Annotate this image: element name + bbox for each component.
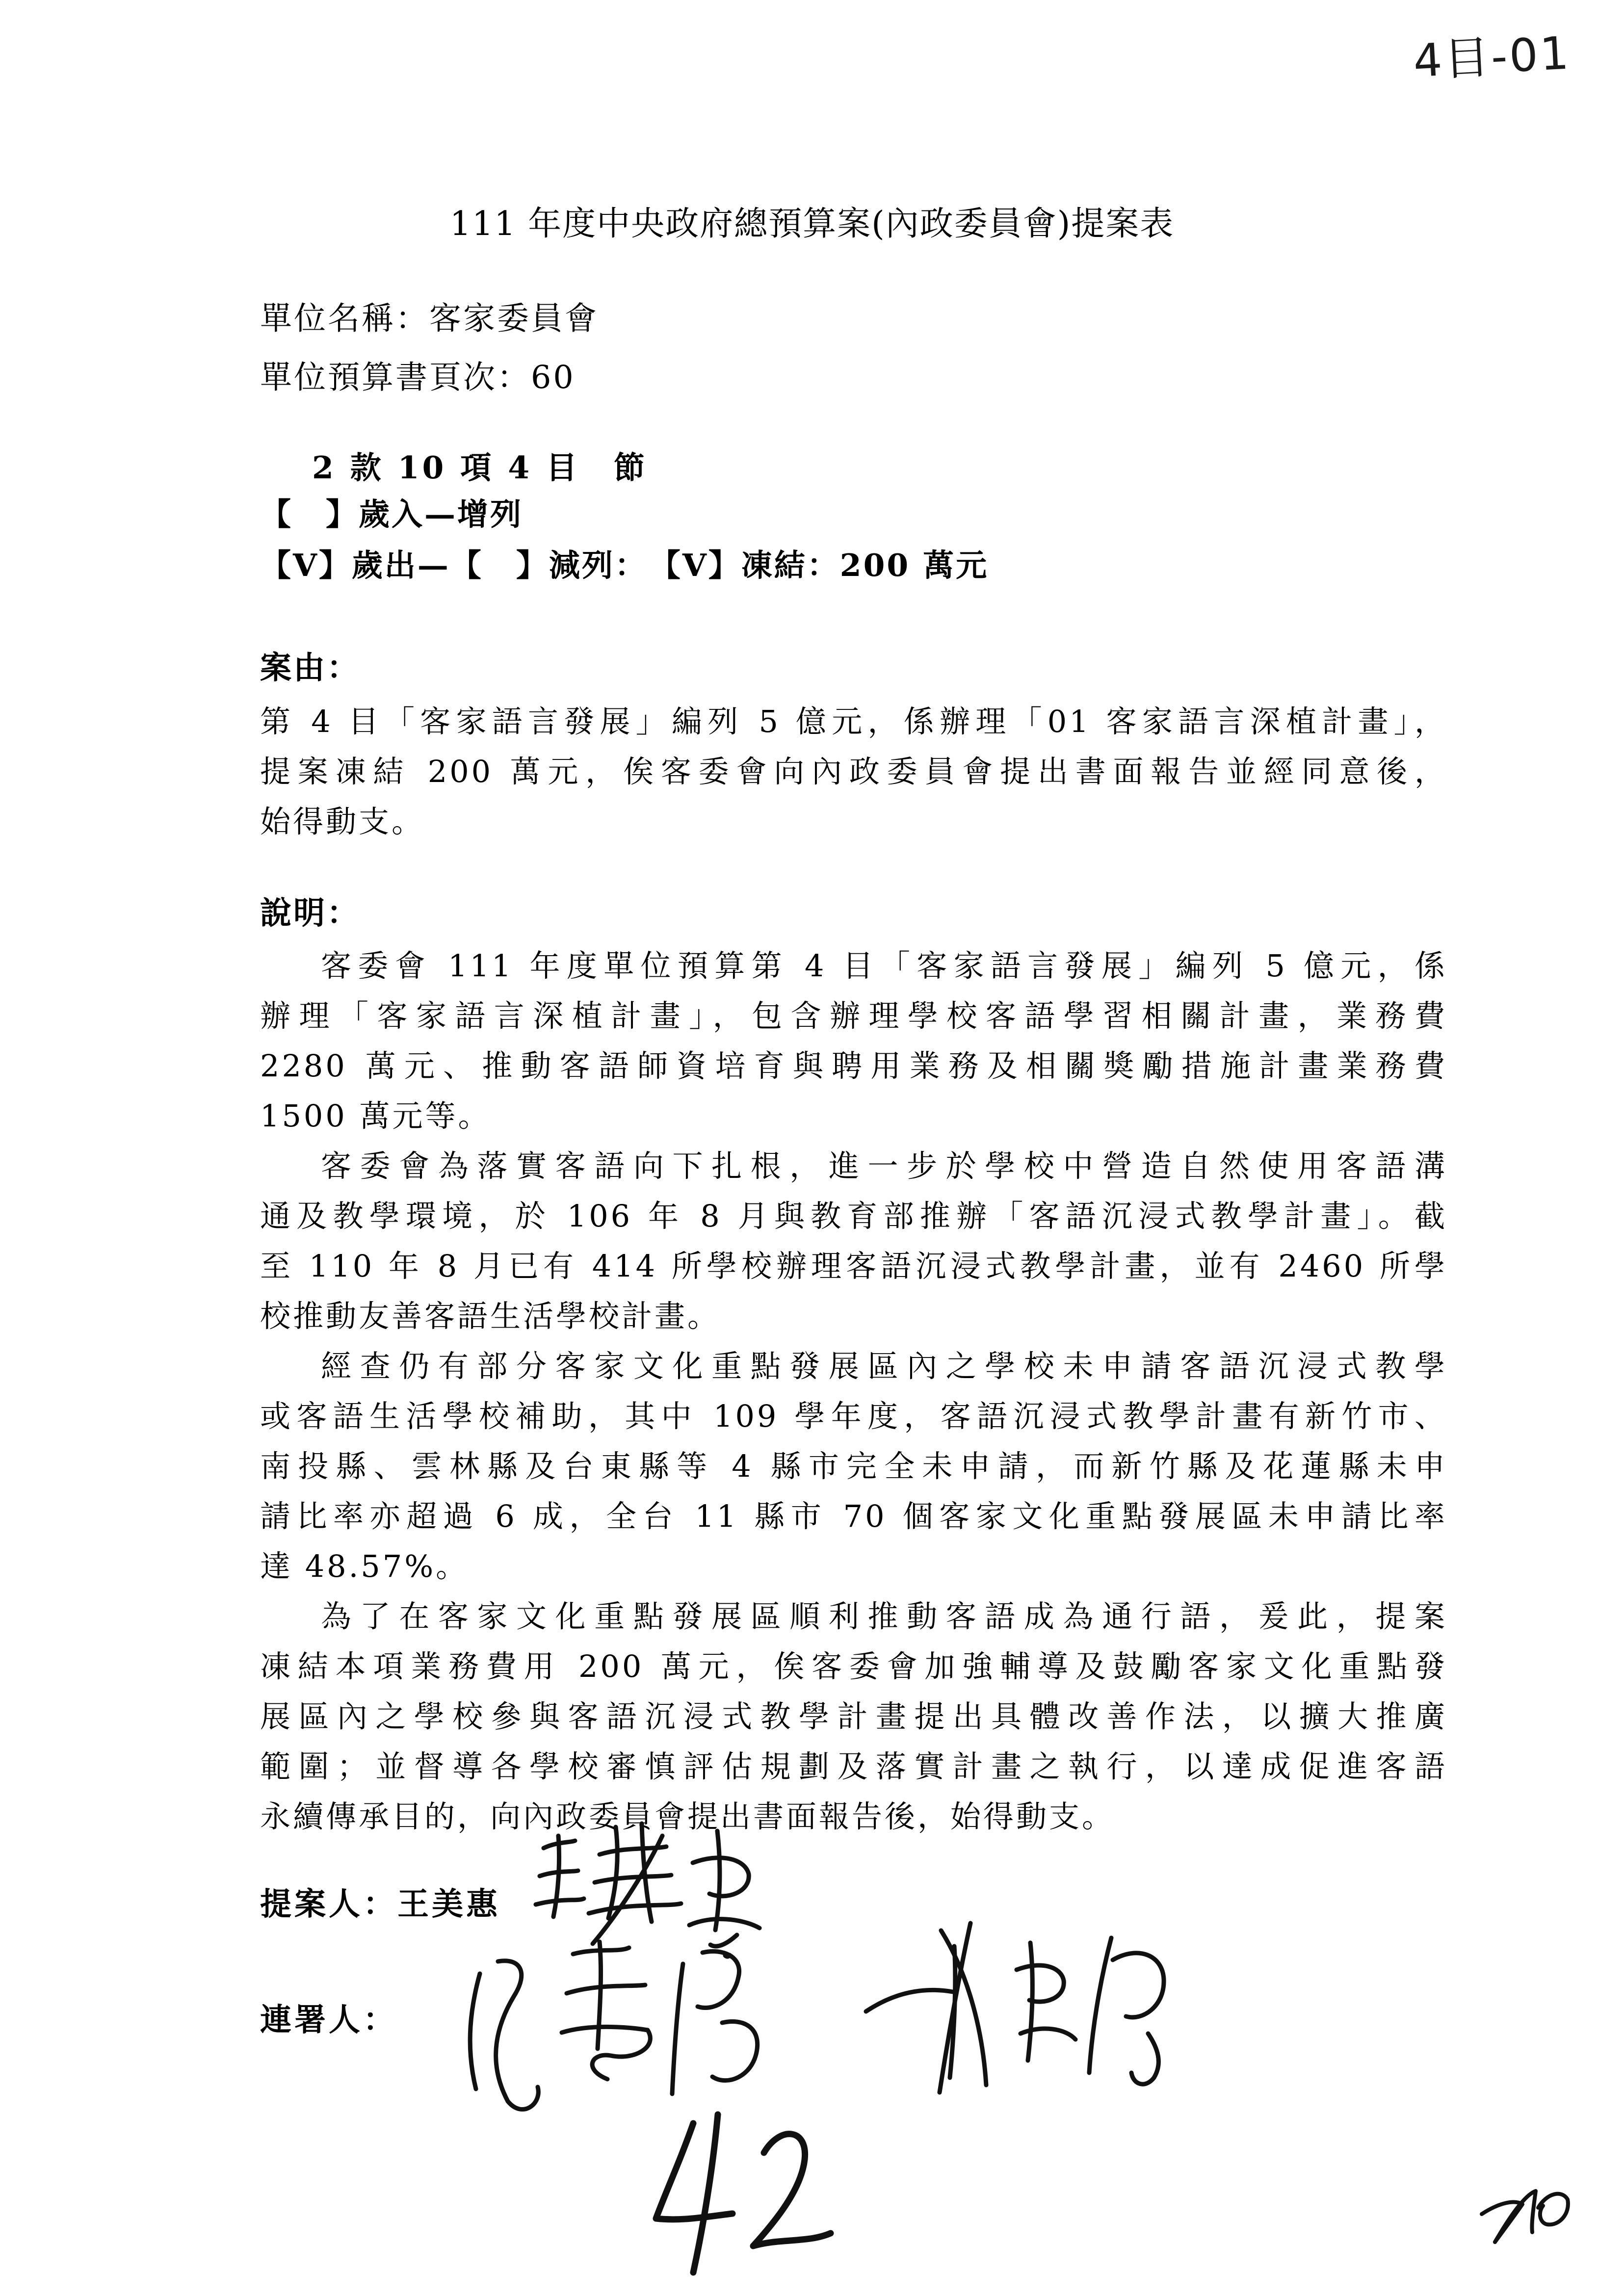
case-line: 第 4 目「客家語言發展」編列 5 億元，係辦理「01 客家語言深植計畫」， <box>260 704 1447 739</box>
case-line: 始得動支。 <box>260 804 425 839</box>
explanation-line: 達 48.57%。 <box>260 1548 469 1584</box>
expenditure-option-line: 【V】歲出—【 】減列： 【V】凍結：200 萬元 <box>260 547 989 583</box>
unit-budget-page-line: 單位預算書頁次：60 <box>260 359 576 396</box>
case-paragraph <box>260 697 1447 847</box>
explanation-heading: 說明： <box>260 895 360 932</box>
handwritten-annotation-top-right: 4目-01 <box>1412 26 1572 88</box>
explanation-line: 辦理「客家語言深植計畫」，包含辦理學校客語學習相關計畫，業務費 <box>260 998 1447 1034</box>
explanation-line: 校推動友善客語生活學校計畫。 <box>260 1298 721 1334</box>
handwritten-mark-bottom-right <box>1469 2177 1582 2251</box>
explanation-line: 展區內之學校參與客語沉浸式教學計畫提出具體改善作法，以擴大推廣 <box>260 1698 1447 1734</box>
explanation-line: 經查仍有部分客家文化重點發展區內之學校未申請客語沉浸式教學 <box>321 1348 1447 1384</box>
explanation-line: 南投縣、雲林縣及台東縣等 4 縣市完全未申請，而新竹縣及花蓮縣未申 <box>260 1448 1447 1484</box>
explanation-line: 至 110 年 8 月已有 414 所學校辦理客語沉浸式教學計畫，並有 2460 所學 <box>260 1248 1447 1284</box>
explanation-line: 範圍；並督導各學校審慎評估規劃及落實計畫之執行，以達成促進客語 <box>260 1748 1447 1784</box>
page-title: 111 年度中央政府總預算案(內政委員會)提案表 <box>449 205 1175 243</box>
revenue-option-line: 【 】歲入—增列 <box>260 496 523 532</box>
explanation-line: 凍結本項業務費用 200 萬元，俟客委會加強輔導及鼓勵客家文化重點發 <box>260 1648 1447 1684</box>
explanation-line: 為了在客家文化重點發展區順利推動客語成為通行語，爰此，提案 <box>321 1598 1447 1634</box>
explanation-line: 1500 萬元等。 <box>260 1098 491 1134</box>
explanation-line: 2280 萬元、推動客語師資培育與聘用業務及相關獎勵措施計畫業務費 <box>260 1048 1447 1084</box>
explanation-paragraphs <box>260 941 1447 1842</box>
explanation-line: 客委會為落實客語向下扎根，進一步於學校中營造自然使用客語溝 <box>321 1148 1447 1184</box>
explanation-line: 或客語生活學校補助，其中 109 學年度，客語沉浸式教學計畫有新竹市、 <box>260 1398 1447 1434</box>
proposer-label: 提案人：王美惠 <box>260 1886 500 1923</box>
cosigners-label: 連署人： <box>260 2002 397 2038</box>
explanation-line: 請比率亦超過 6 成，全台 11 縣市 70 個客家文化重點發展區未申請比率 <box>260 1498 1447 1534</box>
handwritten-page-number <box>635 2095 891 2281</box>
explanation-line: 永續傳承目的，向內政委員會提出書面報告後，始得動支。 <box>260 1799 1115 1834</box>
budget-clause-line: 2 款 10 項 4 目 節 <box>312 449 648 486</box>
explanation-line: 客委會 111 年度單位預算第 4 目「客家語言發展」編列 5 億元，係 <box>321 948 1447 984</box>
explanation-line: 通及教學環境，於 106 年 8 月與教育部推辦「客語沉浸式教學計畫」。截 <box>260 1198 1447 1234</box>
case-heading: 案由： <box>260 650 360 686</box>
unit-name-line: 單位名稱：客家委員會 <box>260 300 599 337</box>
cosigner-signature-2 <box>824 1916 1197 2107</box>
case-line: 提案凍結 200 萬元，俟客委會向內政委員會提出書面報告並經同意後， <box>260 754 1447 789</box>
